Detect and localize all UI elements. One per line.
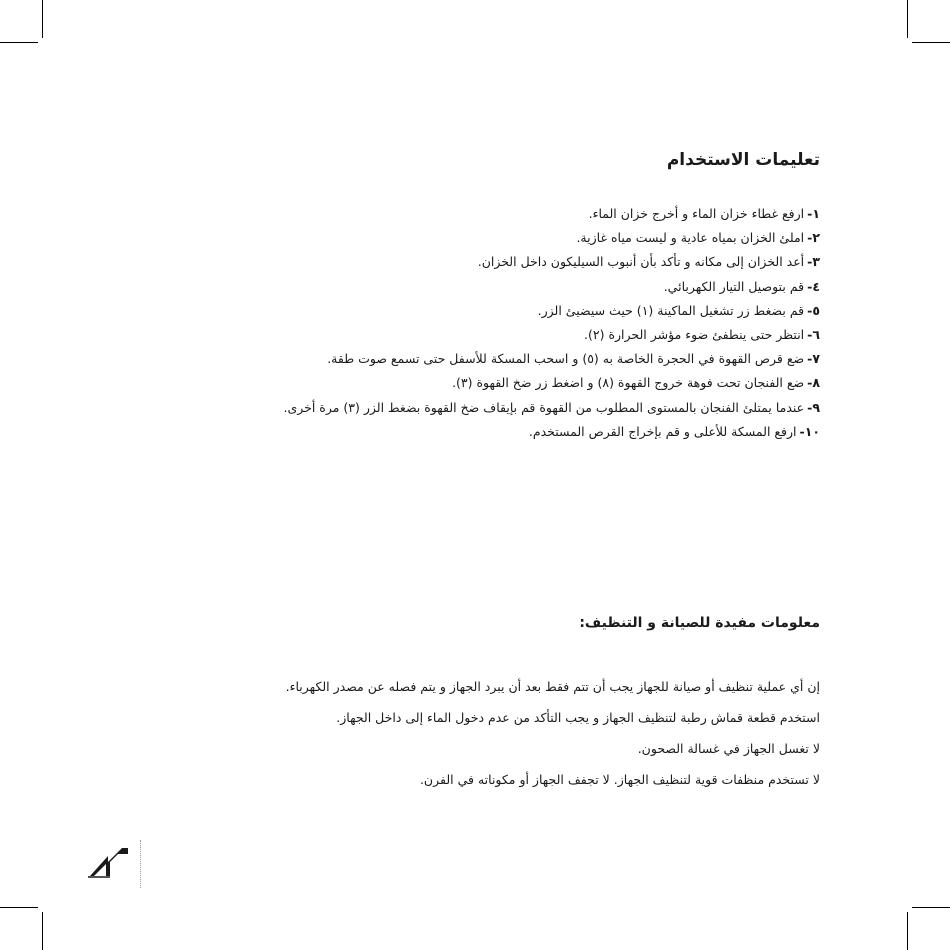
list-item [120, 371, 820, 395]
step-number: ١- [807, 206, 820, 221]
step-number: ٦- [807, 326, 820, 342]
step-text: قم بضغط زر تشغيل الماكينة (١) حيث سيضيئ الزر. [537, 302, 805, 318]
list-item [120, 323, 820, 347]
maintenance-paragraph: إن أي عملية تنظيف أو صيانة للجهاز يجب أن تتم فقط بعد أن يبرد الجهاز و يتم فصله عن مصدر الكهرباء. [285, 679, 820, 694]
step-text: قم بتوصيل التيار الكهربائي. [663, 278, 805, 294]
footer-divider [140, 840, 141, 888]
step-text: أعد الخزان إلى مكانه و تأكد بأن أنبوب السيليكون داخل الخزان. [477, 254, 805, 270]
list-item [120, 396, 820, 420]
crop-mark [0, 907, 38, 908]
step-text: ارفع غطاء خزان الماء و أخرج خزان الماء. [588, 206, 805, 221]
list-item [120, 420, 820, 444]
step-number: ٣- [807, 254, 820, 270]
step-number: ٨- [807, 375, 820, 391]
list-item [120, 347, 820, 371]
crop-mark [42, 912, 43, 950]
crop-mark [912, 907, 950, 908]
maintenance-paragraph: لا تستخدم منظفات قوية لتنظيف الجهاز. لا تجفف الجهاز أو مكوناته في الفرن. [419, 772, 820, 787]
list-item [120, 226, 820, 250]
usage-instructions-title: تعليمات الاستخدام [666, 150, 820, 170]
step-text: املئ الخزان بمياه عادية و ليست مياه غازية. [576, 230, 805, 246]
step-text: ضع الفنجان تحت فوهة خروج القهوة (٨) و اضغط زر ضخ القهوة (٣). [452, 375, 805, 391]
step-number: ٥- [807, 302, 820, 318]
crop-mark [907, 912, 908, 950]
step-number: ٤- [807, 278, 820, 294]
crop-mark [907, 0, 908, 38]
maintenance-paragraph: لا تغسل الجهاز في غسالة الصحون. [637, 741, 820, 756]
maintenance-info [120, 671, 820, 795]
brand-logo-icon [88, 842, 132, 878]
list-item [120, 275, 820, 299]
step-text: انتظر حتى ينطفئ ضوء مؤشر الحرارة (٢). [584, 326, 805, 342]
crop-mark [0, 42, 38, 43]
list-item [120, 202, 820, 226]
step-number: ٢- [807, 230, 820, 246]
step-number: ٧- [807, 351, 820, 367]
step-number: ٩- [807, 399, 820, 415]
crop-mark [912, 42, 950, 43]
maintenance-title: معلومات مفيدة للصيانة و التنظيف: [579, 615, 820, 631]
list-item [120, 299, 820, 323]
maintenance-paragraph: استخدم قطعة قماش رطبة لتنظيف الجهاز و يجب التأكد من عدم دخول الماء إلى داخل الجهاز. [336, 710, 820, 725]
step-text: ارفع المسكة للأعلى و قم بإخراج القرص المستخدم. [528, 423, 797, 439]
usage-steps-list [120, 202, 820, 444]
step-text: عندما يمتلئ الفنجان بالمستوى المطلوب من القهوة قم بإيقاف ضخ القهوة بضغط الزر (٣) مرة أخرى. [283, 399, 805, 415]
step-text: ضع قرص القهوة في الحجرة الخاصة به (٥) و اسحب المسكة للأسفل حتى تسمع صوت طقة. [327, 351, 805, 367]
list-item [120, 250, 820, 274]
step-number: ١٠- [799, 423, 820, 439]
crop-mark [42, 0, 43, 38]
